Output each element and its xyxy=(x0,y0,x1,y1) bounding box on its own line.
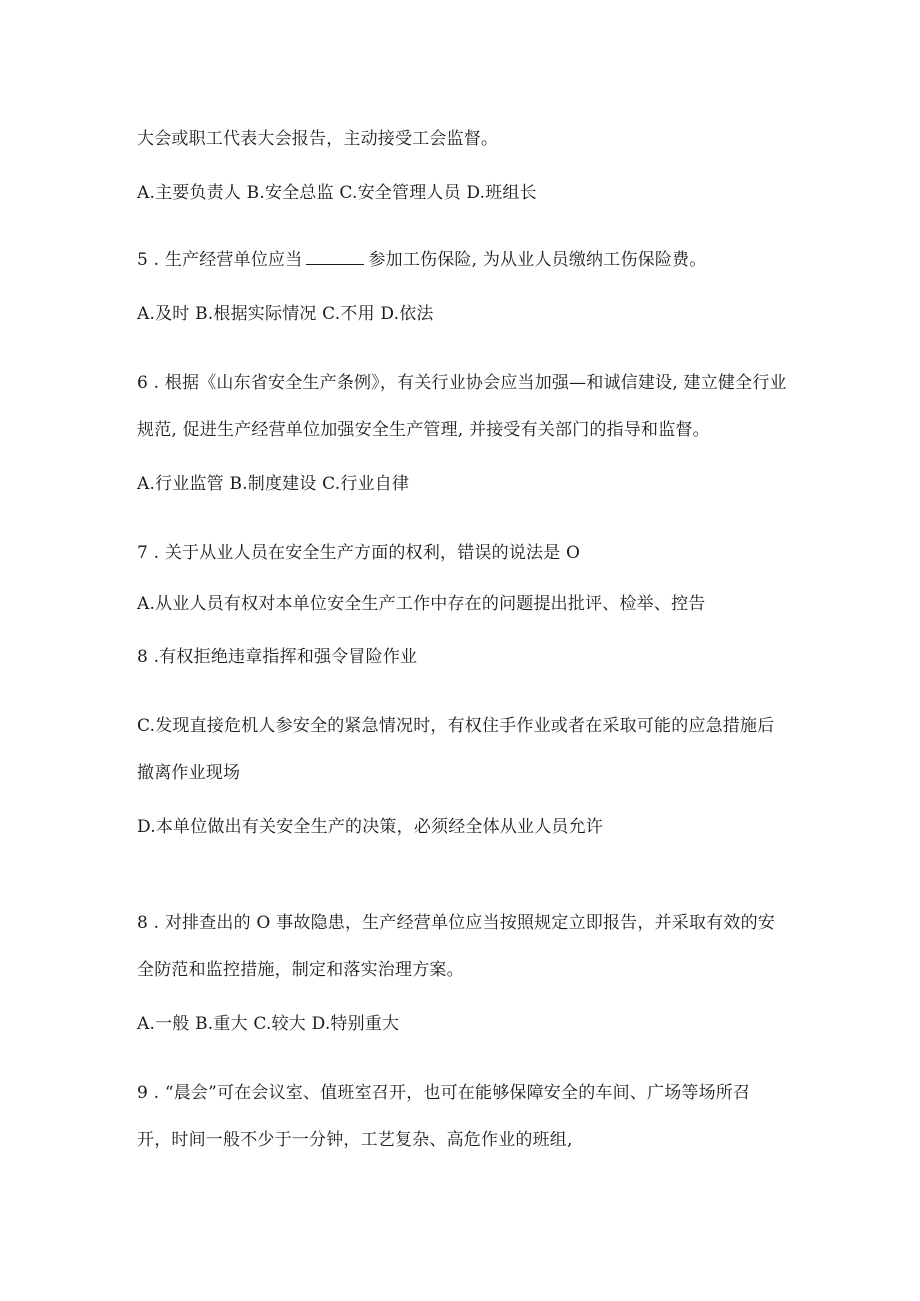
text-line-1: 大会或职工代表大会报告，主动接受工会监督。 xyxy=(137,129,499,149)
option-q7-c-line-1: C.发现直接危机人参安全的紧急情况时，有权住手作业或者在采取可能的应急措施后 xyxy=(137,716,775,736)
options-q5: A.及时 B.根据实际情况 C.不用 D.依法 xyxy=(137,304,434,324)
question-8-line-1: 8 . 对排查出的 O 事故隐患，生产经营单位应当按照规定立即报告，并采取有效的安 xyxy=(137,913,775,933)
question-6-line-2: 规范, 促进生产经营单位加强安全生产管理, 并接受有关部门的指导和监督。 xyxy=(137,420,710,440)
option-q7-c-line-2: 撤离作业现场 xyxy=(137,763,241,783)
question-6-line-1: 6 . 根据《山东省安全生产条例》，有关行业协会应当加强—和诚信建设, 建立健全行业 xyxy=(137,373,787,393)
question-5 xyxy=(137,248,860,272)
option-q7-b: 8 .有权拒绝违章指挥和强令冒险作业 xyxy=(137,647,418,667)
question-5-stem: 5 . 生产经营单位应当 xyxy=(137,250,303,270)
options-q8: A.一般 B.重大 C.较大 D.特别重大 xyxy=(137,1014,400,1034)
option-q7-d: D.本单位做出有关安全生产的决策，必须经全体从业人员允许 xyxy=(137,817,604,837)
question-9-line-1: 9 . “晨会”可在会议室、值班室召开，也可在能够保障安全的车间、广场等场所召 xyxy=(137,1083,751,1103)
question-9-line-2: 开，时间一般不少于一分钟，工艺复杂、高危作业的班组, xyxy=(137,1130,573,1150)
options-q4: A.主要负责人 B.安全总监 C.安全管理人员 D.班组长 xyxy=(137,183,537,203)
question-8-line-2: 全防范和监控措施，制定和落实治理方案。 xyxy=(137,960,464,980)
question-7: 7 . 关于从业人员在安全生产方面的权利，错误的说法是 O xyxy=(137,543,581,563)
answer-blank xyxy=(306,250,364,265)
options-q6: A.行业监管 B.制度建设 C.行业自律 xyxy=(137,474,410,494)
option-q7-a: A.从业人员有权对本单位安全生产工作中存在的问题提出批评、检举、控告 xyxy=(137,594,706,614)
question-5-rest: 参加工伤保险, 为从业人员缴纳工伤保险费。 xyxy=(368,250,707,270)
